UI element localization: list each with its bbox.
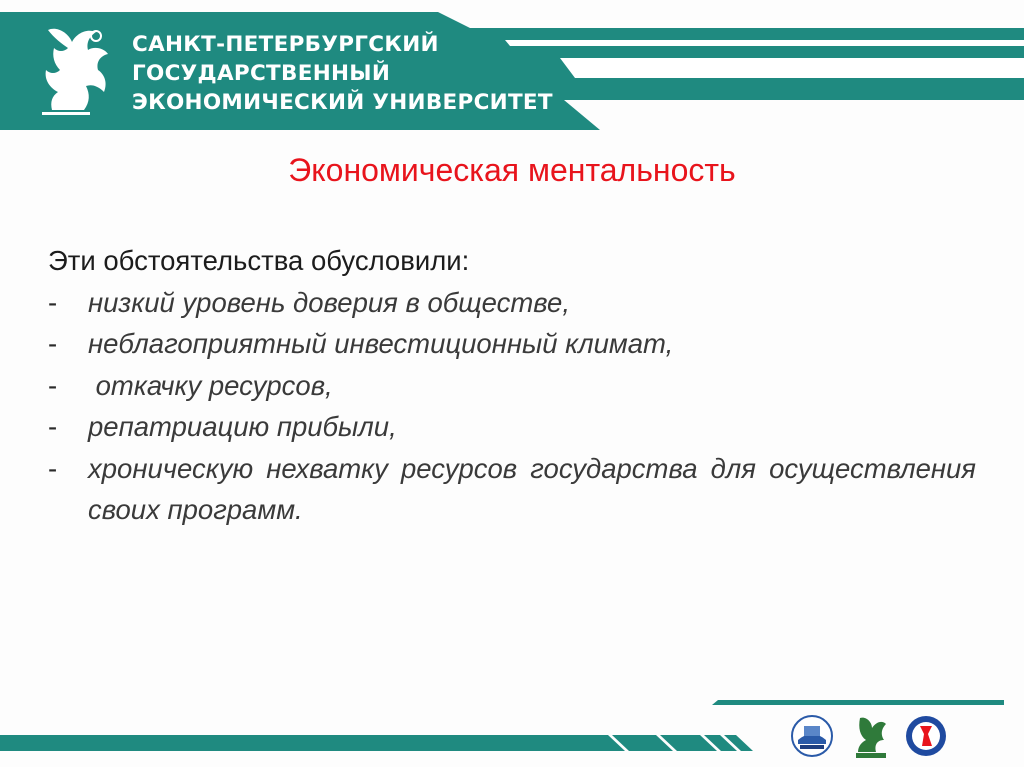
university-name-line-2: ГОСУДАРСТВЕННЫЙ: [132, 61, 391, 86]
university-name-line-3: ЭКОНОМИЧЕСКИЙ УНИВЕРСИТЕТ: [132, 90, 553, 115]
intro-text: Эти обстоятельства обусловили:: [48, 245, 470, 276]
list-item: [48, 448, 976, 531]
list-item-text: хроническую нехватку ресурсов государства для осуществления своих программ.: [88, 452, 976, 525]
list-item-text: откачку ресурсов,: [88, 369, 333, 401]
list-item: [48, 323, 976, 365]
list-item-text: низкий уровень доверия в обществе,: [88, 286, 570, 318]
bullet-dash: -: [48, 369, 58, 401]
bullet-dash: -: [48, 452, 58, 484]
slide-content: [48, 240, 976, 531]
list-item-text: репатриацию прибыли,: [88, 411, 397, 442]
list-item: [48, 365, 976, 407]
list-item: [48, 282, 976, 324]
bullet-dash: -: [48, 286, 58, 318]
partner-emblem-icon: [790, 712, 834, 760]
griffin-logo-icon: [850, 712, 894, 760]
list-item: [48, 406, 976, 448]
list-item-text: неблагоприятный инвестиционный климат,: [88, 328, 674, 359]
slide-title: Экономическая ментальность: [288, 152, 736, 188]
bullet-dash: -: [48, 411, 58, 442]
university-name-line-1: САНКТ-ПЕТЕРБУРГСКИЙ: [132, 32, 439, 57]
bullet-dash: -: [48, 328, 58, 359]
griffin-icon: [38, 22, 120, 116]
finec-emblem-icon: [904, 712, 948, 760]
university-name: [132, 30, 553, 117]
